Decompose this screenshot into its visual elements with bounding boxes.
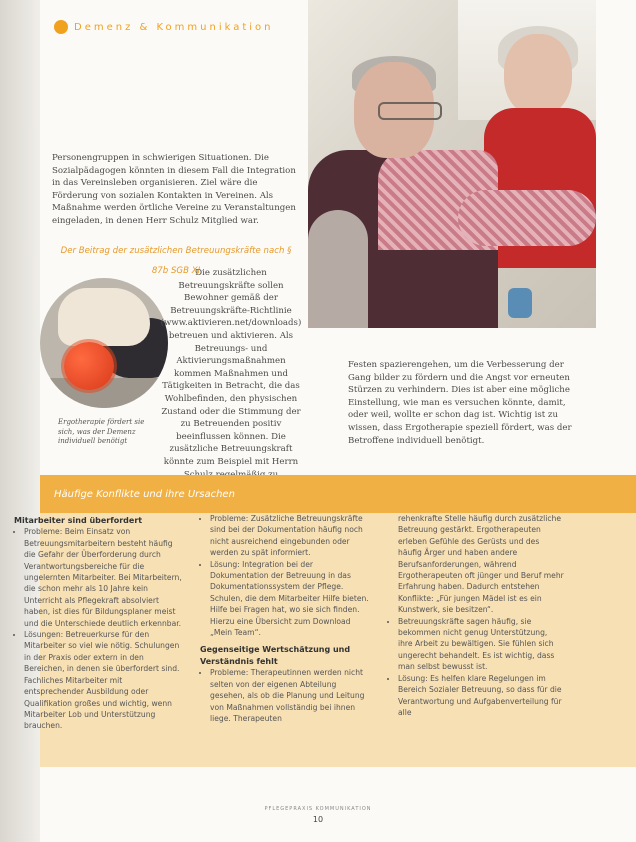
section-title: Demenz & Kommunikation bbox=[74, 21, 274, 33]
info-column-2 bbox=[200, 513, 372, 724]
info-column-1 bbox=[14, 515, 184, 732]
section-dot-icon bbox=[54, 20, 68, 34]
list-item: • Probleme: Therapeutinnen werden nicht selten von der eigenen Abteilung gesehen, als ob die Planung und Leitung von Maßnahmen vollständig bei ihnen liege. Therapeuten bbox=[210, 667, 372, 724]
subheading-text: Der Beitrag der zusätzlichen Betreuungskräfte nach § 87b SGB XI bbox=[60, 246, 292, 276]
page-footer bbox=[0, 806, 636, 824]
section-header bbox=[54, 20, 274, 34]
paragraph-betreuung: Die zusätzlichen Betreuungskräfte sollen Bewohner gemäß der Betreuungskräfte-Richtlinie (www.aktivieren.net/downloads) betreuen und aktivieren. Als Betreuungs- und Aktivierungsmaßnahmen kommen Maßnahmen und Tätigkeiten in Betracht, die das Wohlbefinden, den physischen Zustand oder die Stimmung der zu Betreuenden positiv beeinflussen können. Die zusätzliche Betreuungskraft könnte zum Beispiel mit Herrn bbox=[160, 268, 302, 467]
paragraph-continued: Festen spazierengehen, um die Verbesserung der Gang bilder zu fördern und die Angst vor erneuten Stürzen zu verhindern. Dies ist aber eine mögliche Einstellung, wie man es versuchen könnte, damit, oder weil, wollte er schon dag ist. Wichtig ist zu wissen, dass Ergotherapie speziell fördert, was der Betroffene individuell benötigt. bbox=[348, 360, 572, 446]
list-item: • Lösungen: Betreuerkurse für den Mitarbeiter so viel wie nötig. Schulungen in der Praxis oder extern in den Bereichen, in denen sie überfordert sind. Fachliches Mitarbeiter mit entsprechender Ausbildung oder Qualifikation großes und wichtig, wenn Mitarbeiter Lob und Unterstützung brauchen. bbox=[24, 629, 184, 732]
publication-name: PFLEGEPRAXIS KOMMUNIKATION bbox=[264, 806, 372, 812]
info-col3-lead: rehenkrafte Stelle häufig durch zusätzliche Betreuung gestärkt. Ergotherapeuten erleben Gefühle des Gerüsts und des häufig Ärger und haben andere Berufsanforderungen, während Ergotherapeuten oft jünger und Beruf mehr Erfahrung haben. Dadurch entstehen Konflikte: „Für jungen Mädel ist es ein Kunstwerk, sie besitzen“. bbox=[398, 514, 564, 615]
list-item: • Probleme: Zusätzliche Betreuungskräfte sind bei der Dokumentation häufig noch nicht ausreichend eingebunden oder werden zu spät informiert. bbox=[210, 513, 372, 559]
list-item: • Lösung: Integration bei der Dokumentation der Betreuung in das Dokumentationssystem der Pflege. Schulen, die dem Mitarbeiter Hilfe bieten. Hilfe bei Fragen hat, wo sie sich finden. Hierzu eine Übersicht zum Download „Mein Team“. bbox=[210, 559, 372, 639]
photo-elderly-people bbox=[308, 0, 596, 328]
list-item: • Betreuungskräfte sagen häufig, sie bekommen nicht genug Unterstützung, ihre Arbeit zu bewältigen. Sie fühlen sich ungerecht behandelt. Es ist wichtig, dass man selbst bewusst ist. bbox=[398, 616, 564, 673]
info-column-3 bbox=[388, 513, 564, 718]
info-col2-heading: Gegenseitige Wertschätzung und Verständnis fehlt bbox=[200, 645, 351, 666]
page-number: 10 bbox=[312, 815, 324, 824]
info-col1-heading: Mitarbeiter sind überfordert bbox=[14, 516, 143, 525]
list-item: • Probleme: Beim Einsatz von Betreuungsmitarbeitern besteht häufig die Gefahr der Überforderung durch Verantwortungsbereiche für die ungelernten Mitarbeiter. Bei Mitarbeitern, die schon mehr als 10 Jahre kein Unterricht als Pflegekraft absolviert haben, ist dies für Bildungsplaner meist und die Unterschiede deutlich erkennbar. bbox=[24, 526, 184, 629]
intro-paragraph: Personengruppen in schwierigen Situationen. Die Sozialpädagogen könnten in diesem Fall die Integration in das Vereinsleben organisieren. Ziel wäre die Förderung von sozialen Kontakten in Vereinen. Als Maßnahme werden örtliche Vereine zu Veranstaltungen eingeladen, in denen Herr Schulz Mitglied war. bbox=[52, 153, 296, 226]
list-item: • Lösung: Es helfen klare Regelungen im Bereich Sozialer Betreuung, so dass für die Verantwortung und Aufgabenverteilung für alle bbox=[398, 673, 564, 719]
info-box-title: Häufige Konflikte und ihre Ursachen bbox=[54, 489, 235, 500]
photo-therapy-ball bbox=[40, 278, 168, 408]
image-caption: Ergotherapie fördert sie sich, was der Demenz individuell benötigt bbox=[58, 418, 145, 446]
